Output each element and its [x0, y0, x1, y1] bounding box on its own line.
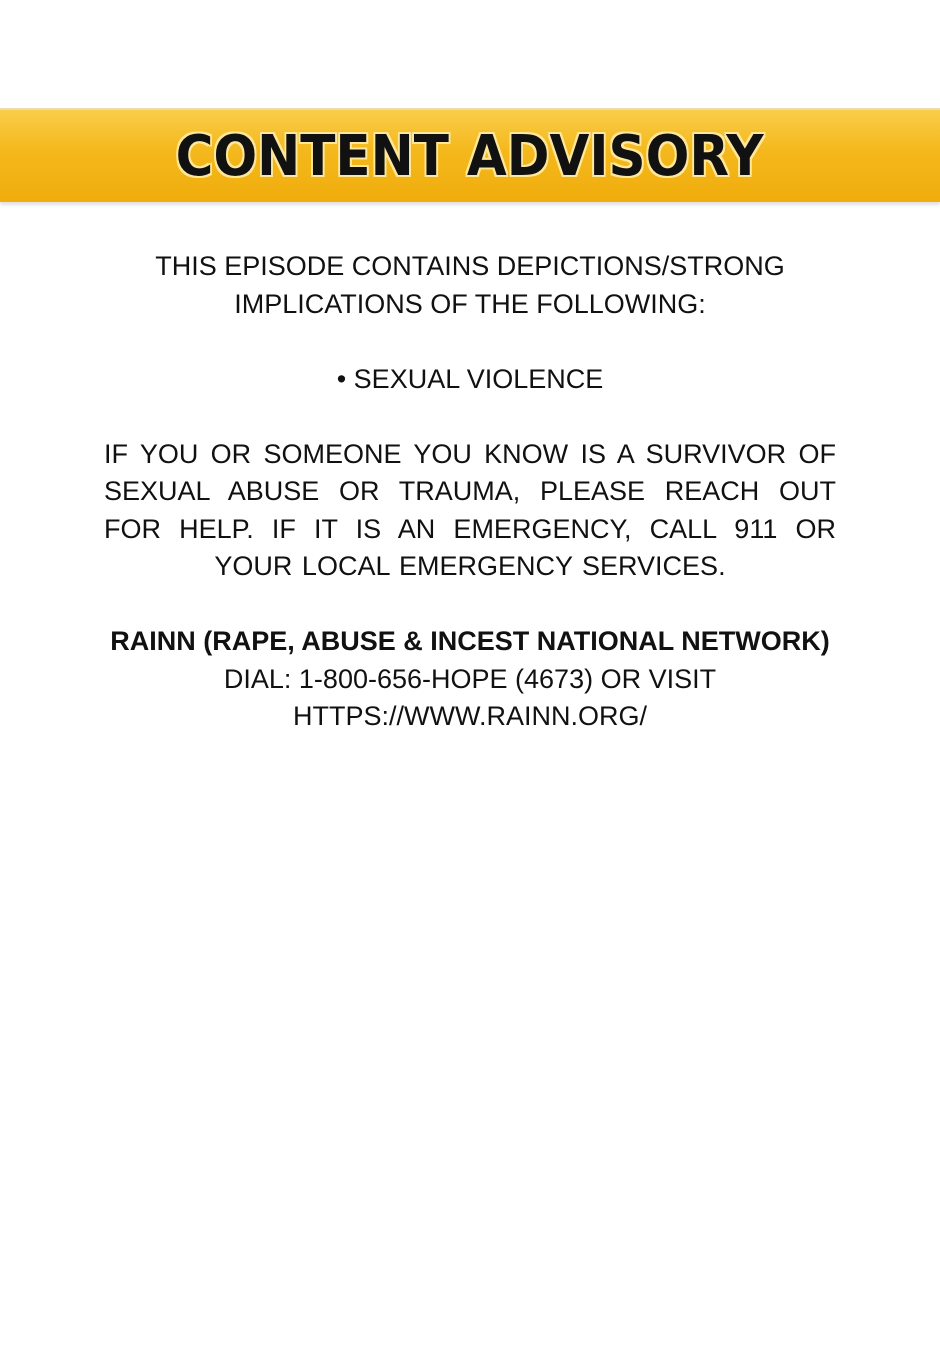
intro-line-1: THIS EPISODE CONTAINS DEPICTIONS/STRONG: [155, 251, 785, 281]
resource-url: HTTPS://WWW.RAINN.ORG/: [293, 701, 647, 731]
intro-line-2: IMPLICATIONS OF THE FOLLOWING:: [234, 288, 706, 319]
banner-title: CONTENT ADVISORY: [175, 124, 764, 189]
resource-dial-line: DIAL: 1-800-656-HOPE (4673) OR VISIT: [223, 663, 717, 694]
advisory-content: [104, 248, 836, 736]
advisory-banner: [0, 108, 940, 202]
resource-name: RAINN (RAPE, ABUSE & INCEST NATIONAL NETWORK): [110, 626, 830, 656]
spacer: [104, 323, 836, 361]
spacer: [104, 398, 836, 436]
help-message: IF YOU OR SOMEONE YOU KNOW IS A SURVIVOR OF SEXUAL ABUSE OR TRAUMA, PLEASE REACH OUT FOR HELP. IF IT IS AN EMERGENCY, CALL 911 OR YOUR LOCAL EMERGENCY SERVICES.: [104, 438, 836, 581]
spacer: [104, 586, 836, 624]
warning-item: • SEXUAL VIOLENCE: [336, 363, 604, 394]
